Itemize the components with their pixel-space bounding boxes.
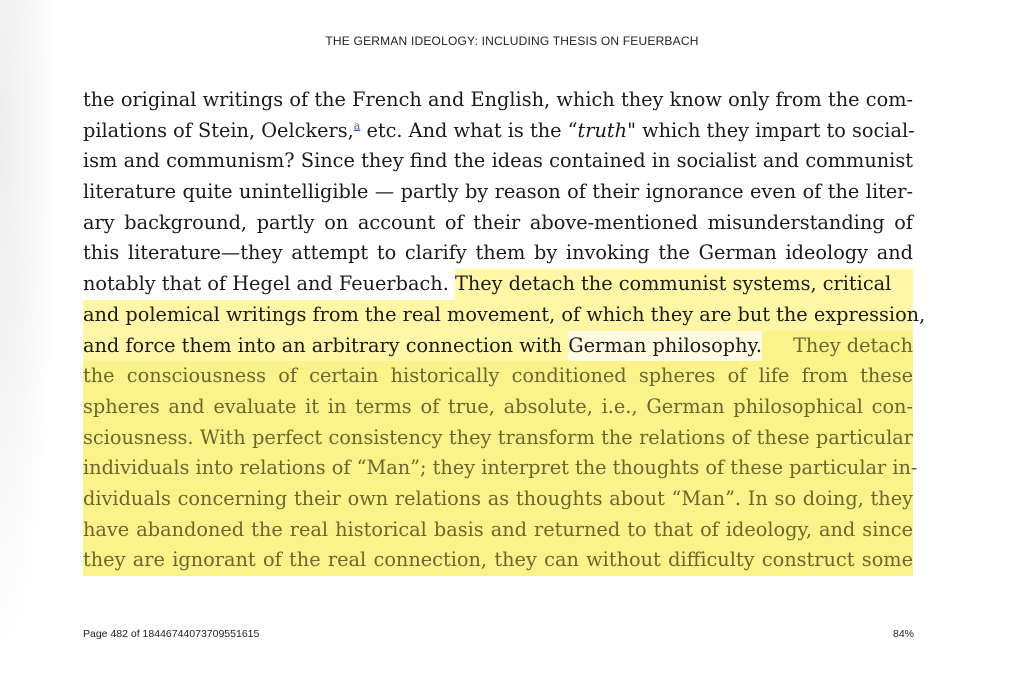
text-line[interactable] [83,331,913,362]
highlight-line[interactable] [83,300,926,331]
text-segment[interactable]: pilations of Stein, Oelckers, [83,118,354,142]
text-segment[interactable]: this literature—they attempt to clarify them by invoking the German ideology and [83,241,913,265]
text-line[interactable] [83,269,913,300]
text-segment[interactable]: etc. And what is the “ [360,118,578,142]
highlight-line[interactable] [83,361,913,392]
highlight-segment-selected[interactable]: German philosophy. [568,331,762,362]
highlight-segment[interactable]: spheres and evaluate it in terms of true, absolute, i.e., German philosophical con- [83,394,913,418]
text-segment[interactable]: literature quite unintelligible — partly by reason of their ignorance even of the liter- [83,180,913,204]
reading-progress: 84% [892,628,914,640]
page-body-text[interactable] [83,85,926,576]
text-line[interactable] [83,116,913,147]
highlight-line[interactable] [83,484,913,515]
footnote-link[interactable]: a [353,119,361,133]
highlight-segment[interactable]: They detach [762,331,913,362]
highlight-segment[interactable]: the consciousness of certain historically conditioned spheres of life from these [83,364,913,388]
text-segment[interactable]: ism and communism? Since they find the ideas contained in socialist and communist [83,149,913,173]
highlight-segment[interactable]: sciousness. With perfect consistency they transform the relations of these particular [83,425,913,449]
highlight-segment[interactable]: they are ignorant of the real connection, they can without difficulty construct some [83,548,913,572]
page-number-label: Page 482 of 18446744073709551615 [83,628,260,640]
highlight-line[interactable] [83,453,918,484]
running-header: THE GERMAN IDEOLOGY: INCLUDING THESIS ON FEUERBACH [325,34,699,48]
highlight-line[interactable] [83,515,913,546]
text-segment[interactable]: " which they impart to social- [627,118,915,142]
text-segment[interactable] [83,116,915,147]
text-line[interactable] [83,177,913,208]
highlight-segment[interactable]: and force them into an arbitrary connection with [83,331,568,362]
highlight-segment[interactable]: individuals into relations of “Man”; they interpret the thoughts of these particular in- [83,456,918,480]
text-line[interactable] [83,238,913,269]
highlight-segment[interactable]: They detach the communist systems, critical [455,269,913,300]
italic-text[interactable]: truth [577,118,628,142]
text-line[interactable] [83,85,913,116]
highlight-segment[interactable]: and polemical writings from the real movement, of which they are but the expression, [83,302,926,326]
highlight-line[interactable] [83,545,913,576]
text-segment[interactable]: the original writings of the French and English, which they know only from the com- [83,88,913,111]
highlight-segment[interactable]: have abandoned the real historical basis and returned to that of ideology, and since [83,517,913,541]
highlight-line[interactable] [83,423,913,454]
page-edge-shadow [0,0,60,690]
text-line[interactable] [83,146,913,177]
highlight-segment[interactable]: dividuals concerning their own relations as thoughts about “Man”. In so doing, they [83,486,913,510]
text-line[interactable] [83,208,913,239]
highlight-line[interactable] [83,392,913,423]
text-segment[interactable]: ary background, partly on account of their above-mentioned misunderstanding of [83,210,913,234]
text-segment[interactable]: notably that of Hegel and Feuerbach. [83,272,455,296]
